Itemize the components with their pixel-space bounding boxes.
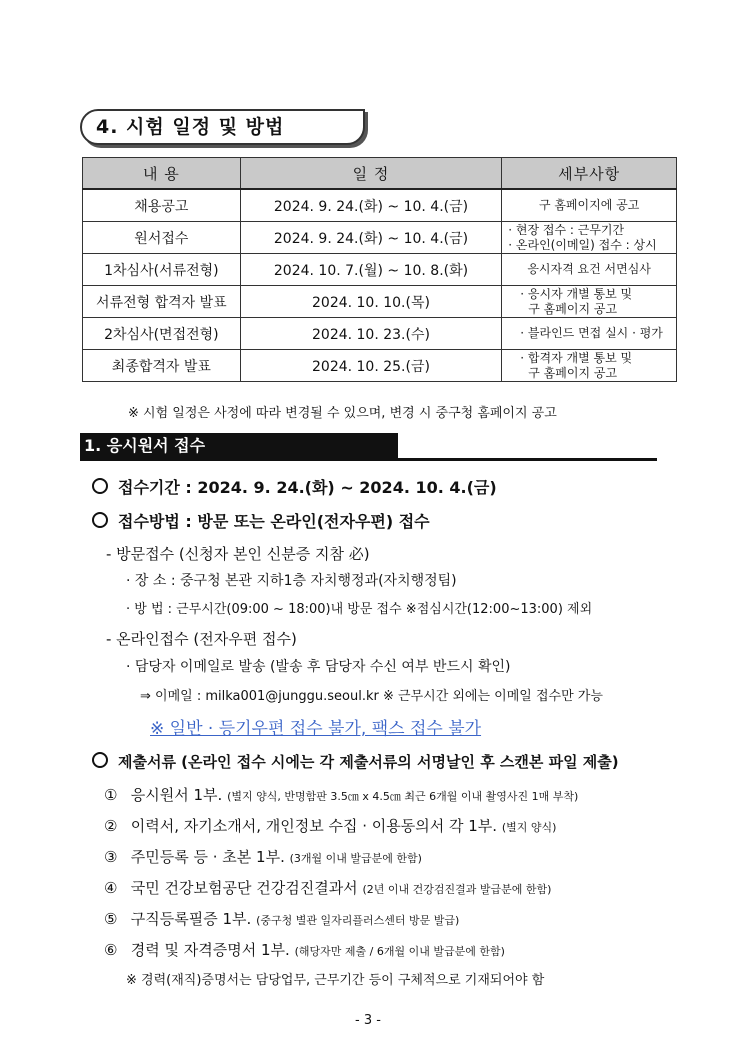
online-item: - 온라인접수 (전자우편 접수)	[106, 630, 297, 648]
method-item	[92, 509, 430, 532]
detail-line: · 현장 접수 : 근무기간	[508, 222, 625, 237]
row-item: 채용공고	[83, 189, 241, 222]
visit-item: - 방문접수 (신청자 본인 신분증 지참 必)	[106, 545, 370, 563]
table-row	[83, 350, 677, 382]
document-sub: (3개월 이내 발급분에 한함)	[289, 852, 422, 865]
section-1-header	[80, 433, 657, 461]
row-date: 2024. 10. 10.(목)	[240, 286, 502, 318]
row-date: 2024. 10. 25.(금)	[240, 350, 502, 382]
document-item	[104, 846, 422, 867]
row-item: 1차심사(서류전형)	[83, 254, 241, 286]
row-item: 2차심사(면접전형)	[83, 318, 241, 350]
document-main: 구직등록필증 1부.	[130, 910, 252, 928]
table-header-row	[83, 158, 677, 190]
row-item: 원서접수	[83, 222, 241, 254]
circle-bullet-icon	[92, 478, 108, 494]
table-row	[83, 189, 677, 222]
row-detail	[502, 222, 677, 254]
table-row	[83, 318, 677, 350]
header-date: 일 정	[240, 158, 502, 190]
table-row	[83, 254, 677, 286]
detail-line: · 합격자 개별 통보 및	[520, 350, 633, 365]
document-item	[104, 815, 556, 836]
row-detail	[502, 350, 677, 382]
document-sub: (별지 양식, 반명함판 3.5㎝ x 4.5㎝ 최근 6개월 이내 촬영사진 1매 부착)	[227, 790, 579, 803]
document-sub: (해당자만 제출 / 6개월 이내 발급분에 한함)	[294, 945, 505, 958]
visit-method: · 방 법 : 근무시간(09:00 ~ 18:00)내 방문 접수 ※점심시간(12:00~13:00) 제외	[126, 602, 593, 617]
section-4-title: 4. 시험 일정 및 방법	[80, 109, 365, 145]
mail-note: ※ 일반 · 등기우편 접수 불가, 팩스 접수 불가	[150, 719, 482, 739]
document-num: ①	[104, 786, 118, 804]
document-main: 국민 건강보험공단 건강검진결과서	[130, 879, 358, 897]
document-num: ⑥	[104, 941, 118, 959]
document-item	[104, 908, 459, 929]
period-text: 접수기간 : 2024. 9. 24.(화) ~ 2024. 10. 4.(금)	[118, 478, 497, 497]
document-num: ②	[104, 817, 118, 835]
circle-bullet-icon	[92, 512, 108, 528]
period-item	[92, 475, 497, 498]
row-detail	[502, 254, 677, 286]
table-row	[83, 222, 677, 254]
row-date: 2024. 10. 23.(수)	[240, 318, 502, 350]
document-main: 이력서, 자기소개서, 개인정보 수집 · 이용동의서 각 1부.	[130, 817, 498, 835]
detail-line: 구 홈페이지 공고	[528, 365, 618, 380]
row-detail	[502, 286, 677, 318]
circle-bullet-icon	[92, 752, 108, 768]
detail-line: 응시자격 요건 서면심사	[527, 262, 651, 276]
header-detail: 세부사항	[502, 158, 677, 190]
schedule-table	[82, 157, 677, 382]
online-email: · 담당자 이메일로 발송 (발송 후 담당자 수신 여부 반드시 확인)	[126, 659, 511, 675]
document-num: ④	[104, 879, 118, 897]
schedule-note: ※ 시험 일정은 사정에 따라 변경될 수 있으며, 변경 시 중구청 홈페이지 공고	[128, 406, 557, 421]
detail-line: · 블라인드 면접 실시 · 평가	[520, 326, 663, 340]
document-main: 경력 및 자격증명서 1부.	[130, 941, 290, 959]
header-item: 내 용	[83, 158, 241, 190]
table-row	[83, 286, 677, 318]
document-sub: (2년 이내 건강검진결과 발급분에 한함)	[362, 883, 552, 896]
row-date: 2024. 9. 24.(화) ~ 10. 4.(금)	[240, 222, 502, 254]
visit-place: · 장 소 : 중구청 본관 지하1층 자치행정과(자치행정팀)	[126, 573, 457, 589]
row-item: 최종합격자 발표	[83, 350, 241, 382]
document-num: ③	[104, 848, 118, 866]
email-line: ⇒ 이메일 : milka001@junggu.seoul.kr ※ 근무시간 외에는 이메일 접수만 가능	[140, 689, 603, 704]
document-sub: (중구청 별관 일자리플러스센터 방문 발급)	[256, 914, 460, 927]
row-detail	[502, 318, 677, 350]
section-1-title: 1. 응시원서 접수	[80, 433, 398, 458]
row-date: 2024. 10. 7.(월) ~ 10. 8.(화)	[240, 254, 502, 286]
document-main: 응시원서 1부.	[130, 786, 223, 804]
method-text: 접수방법 : 방문 또는 온라인(전자우편) 접수	[118, 512, 430, 531]
row-item: 서류전형 합격자 발표	[83, 286, 241, 318]
row-detail	[502, 189, 677, 222]
detail-line: 구 홈페이지 공고	[528, 301, 618, 316]
document-item	[104, 939, 505, 960]
document-num: ⑤	[104, 910, 118, 928]
documents-title: 제출서류 (온라인 접수 시에는 각 제출서류의 서명날인 후 스캔본 파일 제출)	[118, 753, 619, 771]
detail-line: · 온라인(이메일) 접수 : 상시	[508, 237, 657, 252]
document-item	[104, 877, 551, 898]
career-note: ※ 경력(재직)증명서는 담당업무, 근무기간 등이 구체적으로 기재되어야 함	[126, 973, 545, 988]
documents-item	[92, 751, 619, 772]
document-item	[104, 784, 578, 805]
row-date: 2024. 9. 24.(화) ~ 10. 4.(금)	[240, 189, 502, 222]
document-sub: (별지 양식)	[501, 821, 557, 834]
document-main: 주민등록 등 · 초본 1부.	[130, 848, 285, 866]
detail-line: 구 홈페이지에 공고	[538, 198, 640, 212]
detail-line: · 응시자 개별 통보 및	[520, 286, 633, 301]
page-number: - 3 -	[355, 1013, 381, 1028]
